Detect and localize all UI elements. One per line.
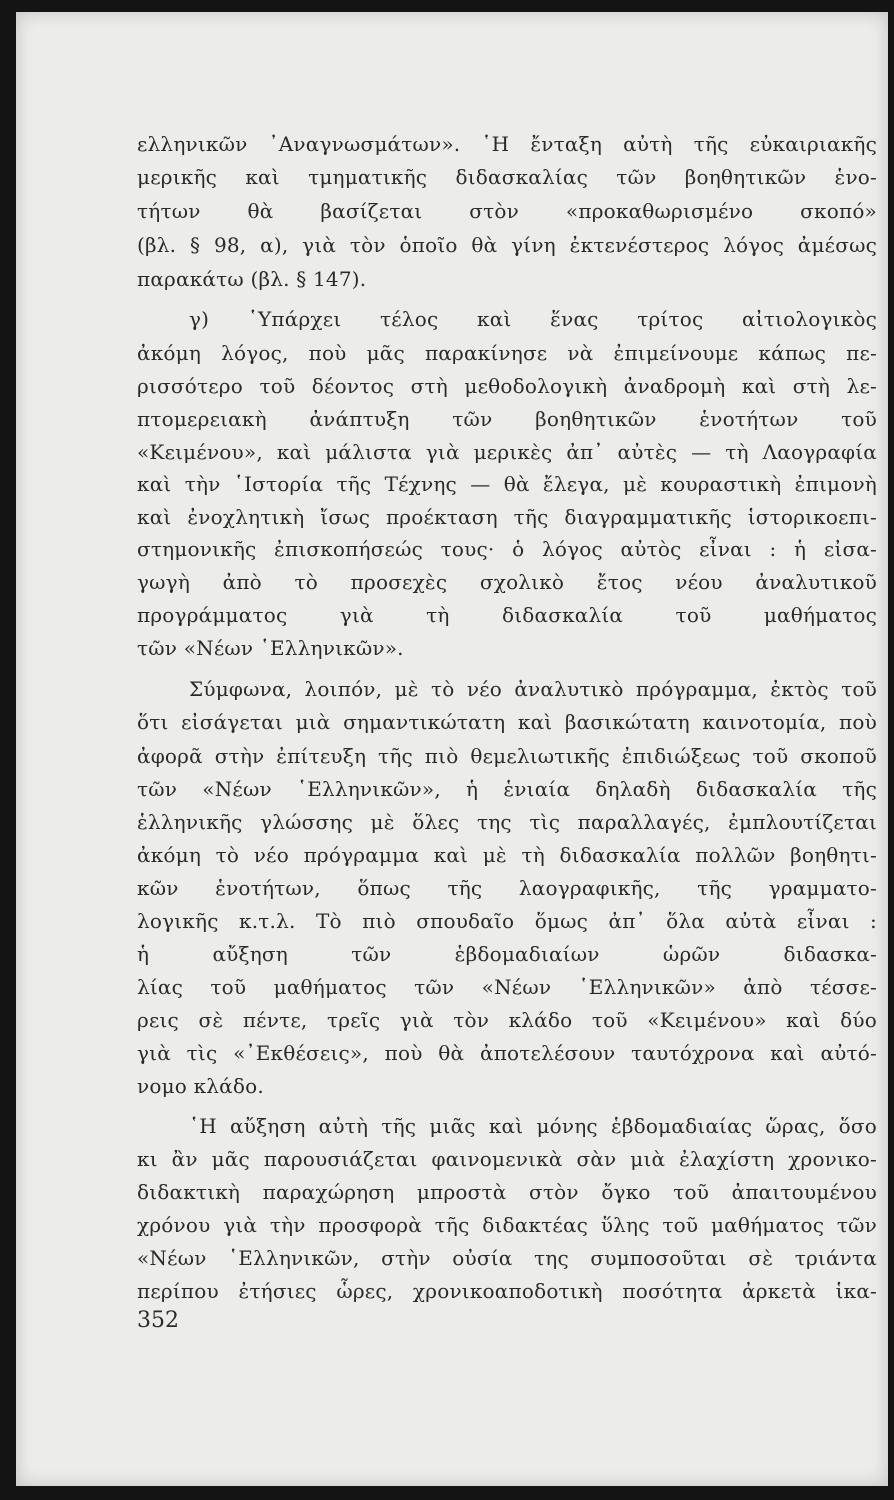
- text-line-09: πτομερειακὴ ἀνάπτυξη τῶν βοηθητικῶν ἑνοτήτων τοῦ: [137, 407, 877, 431]
- book-page: [16, 12, 888, 1486]
- text-line-28: γιὰ τὶς «᾿Εκθέσεις», ποὺ θὰ ἀποτελέσουν ταυτόχρονα καὶ αὐτό-: [137, 1041, 877, 1065]
- text-line-24: λογικῆς κ.τ.λ. Τὸ πιὸ σπουδαῖο ὅμως ἀπ᾿ ὅλα αὐτὰ εἶναι :: [137, 909, 877, 933]
- page-number: 352: [137, 1308, 179, 1333]
- text-line-21: ἑλληνικῆς γλώσσης μὲ ὅλες της τὶς παραλλαγές, ἐμπλουτίζεται: [137, 810, 877, 834]
- text-line-19: ἀφορᾶ στὴν ἐπίτευξη τῆς πιὸ θεμελιωτικῆς ἐπιδιώξεως τοῦ σκοποῦ: [137, 744, 877, 768]
- text-line-27: ρεις σὲ πέντε, τρεῖς γιὰ τὸν κλάδο τοῦ «Κειμένου» καὶ δύο: [137, 1008, 877, 1032]
- text-line-20: τῶν «Νέων ῾Ελληνικῶν», ἡ ἑνιαία δηλαδὴ διδασκαλία τῆς: [137, 777, 877, 801]
- text-line-23: κῶν ἑνοτήτων, ὅπως τῆς λαογραφικῆς, τῆς γραμματο-: [137, 876, 877, 900]
- text-line-26: λίας τοῦ μαθήματος τῶν «Νέων ῾Ελληνικῶν» ἀπὸ τέσσε-: [137, 975, 877, 999]
- text-line-18: ὅτι εἰσάγεται μιὰ σημαντικώτατη καὶ βασικώτατη καινοτομία, ποὺ: [137, 710, 877, 734]
- text-line-10: «Κειμένου», καὶ μάλιστα γιὰ μερικὲς ἀπ᾿ αὐτὲς — τὴ Λαογραφία: [137, 440, 877, 464]
- text-line-22: ἀκόμη τὸ νέο πρόγραμμα καὶ μὲ τὴ διδασκαλία πολλῶν βοηθητι-: [137, 843, 877, 867]
- text-line-14: γωγὴ ἀπὸ τὸ προσεχὲς σχολικὸ ἔτος νέου ἀναλυτικοῦ: [137, 570, 877, 594]
- text-line-12: καὶ ἐνοχλητικὴ ἴσως προέκταση τῆς διαγραμματικῆς ἱστορικοεπι-: [137, 505, 877, 529]
- text-line-07: ἀκόμη λόγος, ποὺ μᾶς παρακίνησε νὰ ἐπιμείνουμε κάπως πε-: [137, 341, 877, 365]
- text-line-30: ῾Η αὔξηση αὐτὴ τῆς μιᾶς καὶ μόνης ἑβδομαδιαίας ὥρας, ὅσο: [189, 1114, 877, 1138]
- text-line-06: γ) ῾Υπάρχει τέλος καὶ ἕνας τρίτος αἰτιολογικὸς: [189, 307, 877, 331]
- text-line-17: Σύμφωνα, λοιπόν, μὲ τὸ νέο ἀναλυτικὸ πρόγραμμα, ἐκτὸς τοῦ: [189, 677, 877, 701]
- text-line-08: ρισσότερο τοῦ δέοντος στὴ μεθοδολογικὴ ἀναδρομὴ καὶ στὴ λε-: [137, 374, 877, 398]
- text-line-11: καὶ τὴν ῾Ιστορία τῆς Τέχνης — θὰ ἔλεγα, μὲ κουραστικὴ ἐπιμονὴ: [137, 472, 877, 496]
- text-line-32: διδακτικὴ παραχώρηση μπροστὰ στὸν ὄγκο τοῦ ἀπαιτουμένου: [137, 1180, 877, 1204]
- text-line-15: προγράμματος γιὰ τὴ διδασκαλία τοῦ μαθήματος: [137, 603, 877, 627]
- text-line-35: περίπου ἐτήσιες ὧρες, χρονικοαποδοτικὴ ποσότητα ἀρκετὰ ἱκα-: [137, 1279, 877, 1303]
- text-line-03: τήτων θὰ βασίζεται στὸν «προκαθωρισμένο σκοπό»: [137, 199, 877, 223]
- text-line-16: τῶν «Νέων ῾Ελληνικῶν».: [137, 636, 404, 660]
- text-line-04: (βλ. § 98, α), γιὰ τὸν ὁποῖο θὰ γίνη ἐκτενέστερος λόγος ἀμέσως: [137, 233, 877, 257]
- text-line-33: χρόνου γιὰ τὴν προσφορὰ τῆς διδακτέας ὕλης τοῦ μαθήματος τῶν: [137, 1213, 877, 1237]
- text-line-31: κι ἂν μᾶς παρουσιάζεται φαινομενικὰ σὰν μιὰ ἐλαχίστη χρονικο-: [137, 1147, 877, 1171]
- text-line-34: «Νέων ῾Ελληνικῶν, στὴν οὐσία της συμποσοῦται σὲ τριάντα: [137, 1246, 877, 1270]
- text-line-01: ελληνικῶν ᾿Αναγνωσμάτων». ῾Η ἔνταξη αὐτὴ τῆς εὐκαιριακῆς: [137, 132, 877, 156]
- text-line-13: στημονικῆς ἐπισκοπήσεώς τους· ὁ λόγος αὐτὸς εἶναι : ἡ εἰσα-: [137, 537, 877, 561]
- text-line-25: ἡ αὔξηση τῶν ἑβδομαδιαίων ὡρῶν διδασκα-: [137, 942, 877, 966]
- text-line-02: μερικῆς καὶ τμηματικῆς διδασκαλίας τῶν βοηθητικῶν ἑνο-: [137, 165, 877, 189]
- text-line-29: νομο κλάδο.: [137, 1074, 264, 1098]
- text-line-05: παρακάτω (βλ. § 147).: [137, 267, 367, 291]
